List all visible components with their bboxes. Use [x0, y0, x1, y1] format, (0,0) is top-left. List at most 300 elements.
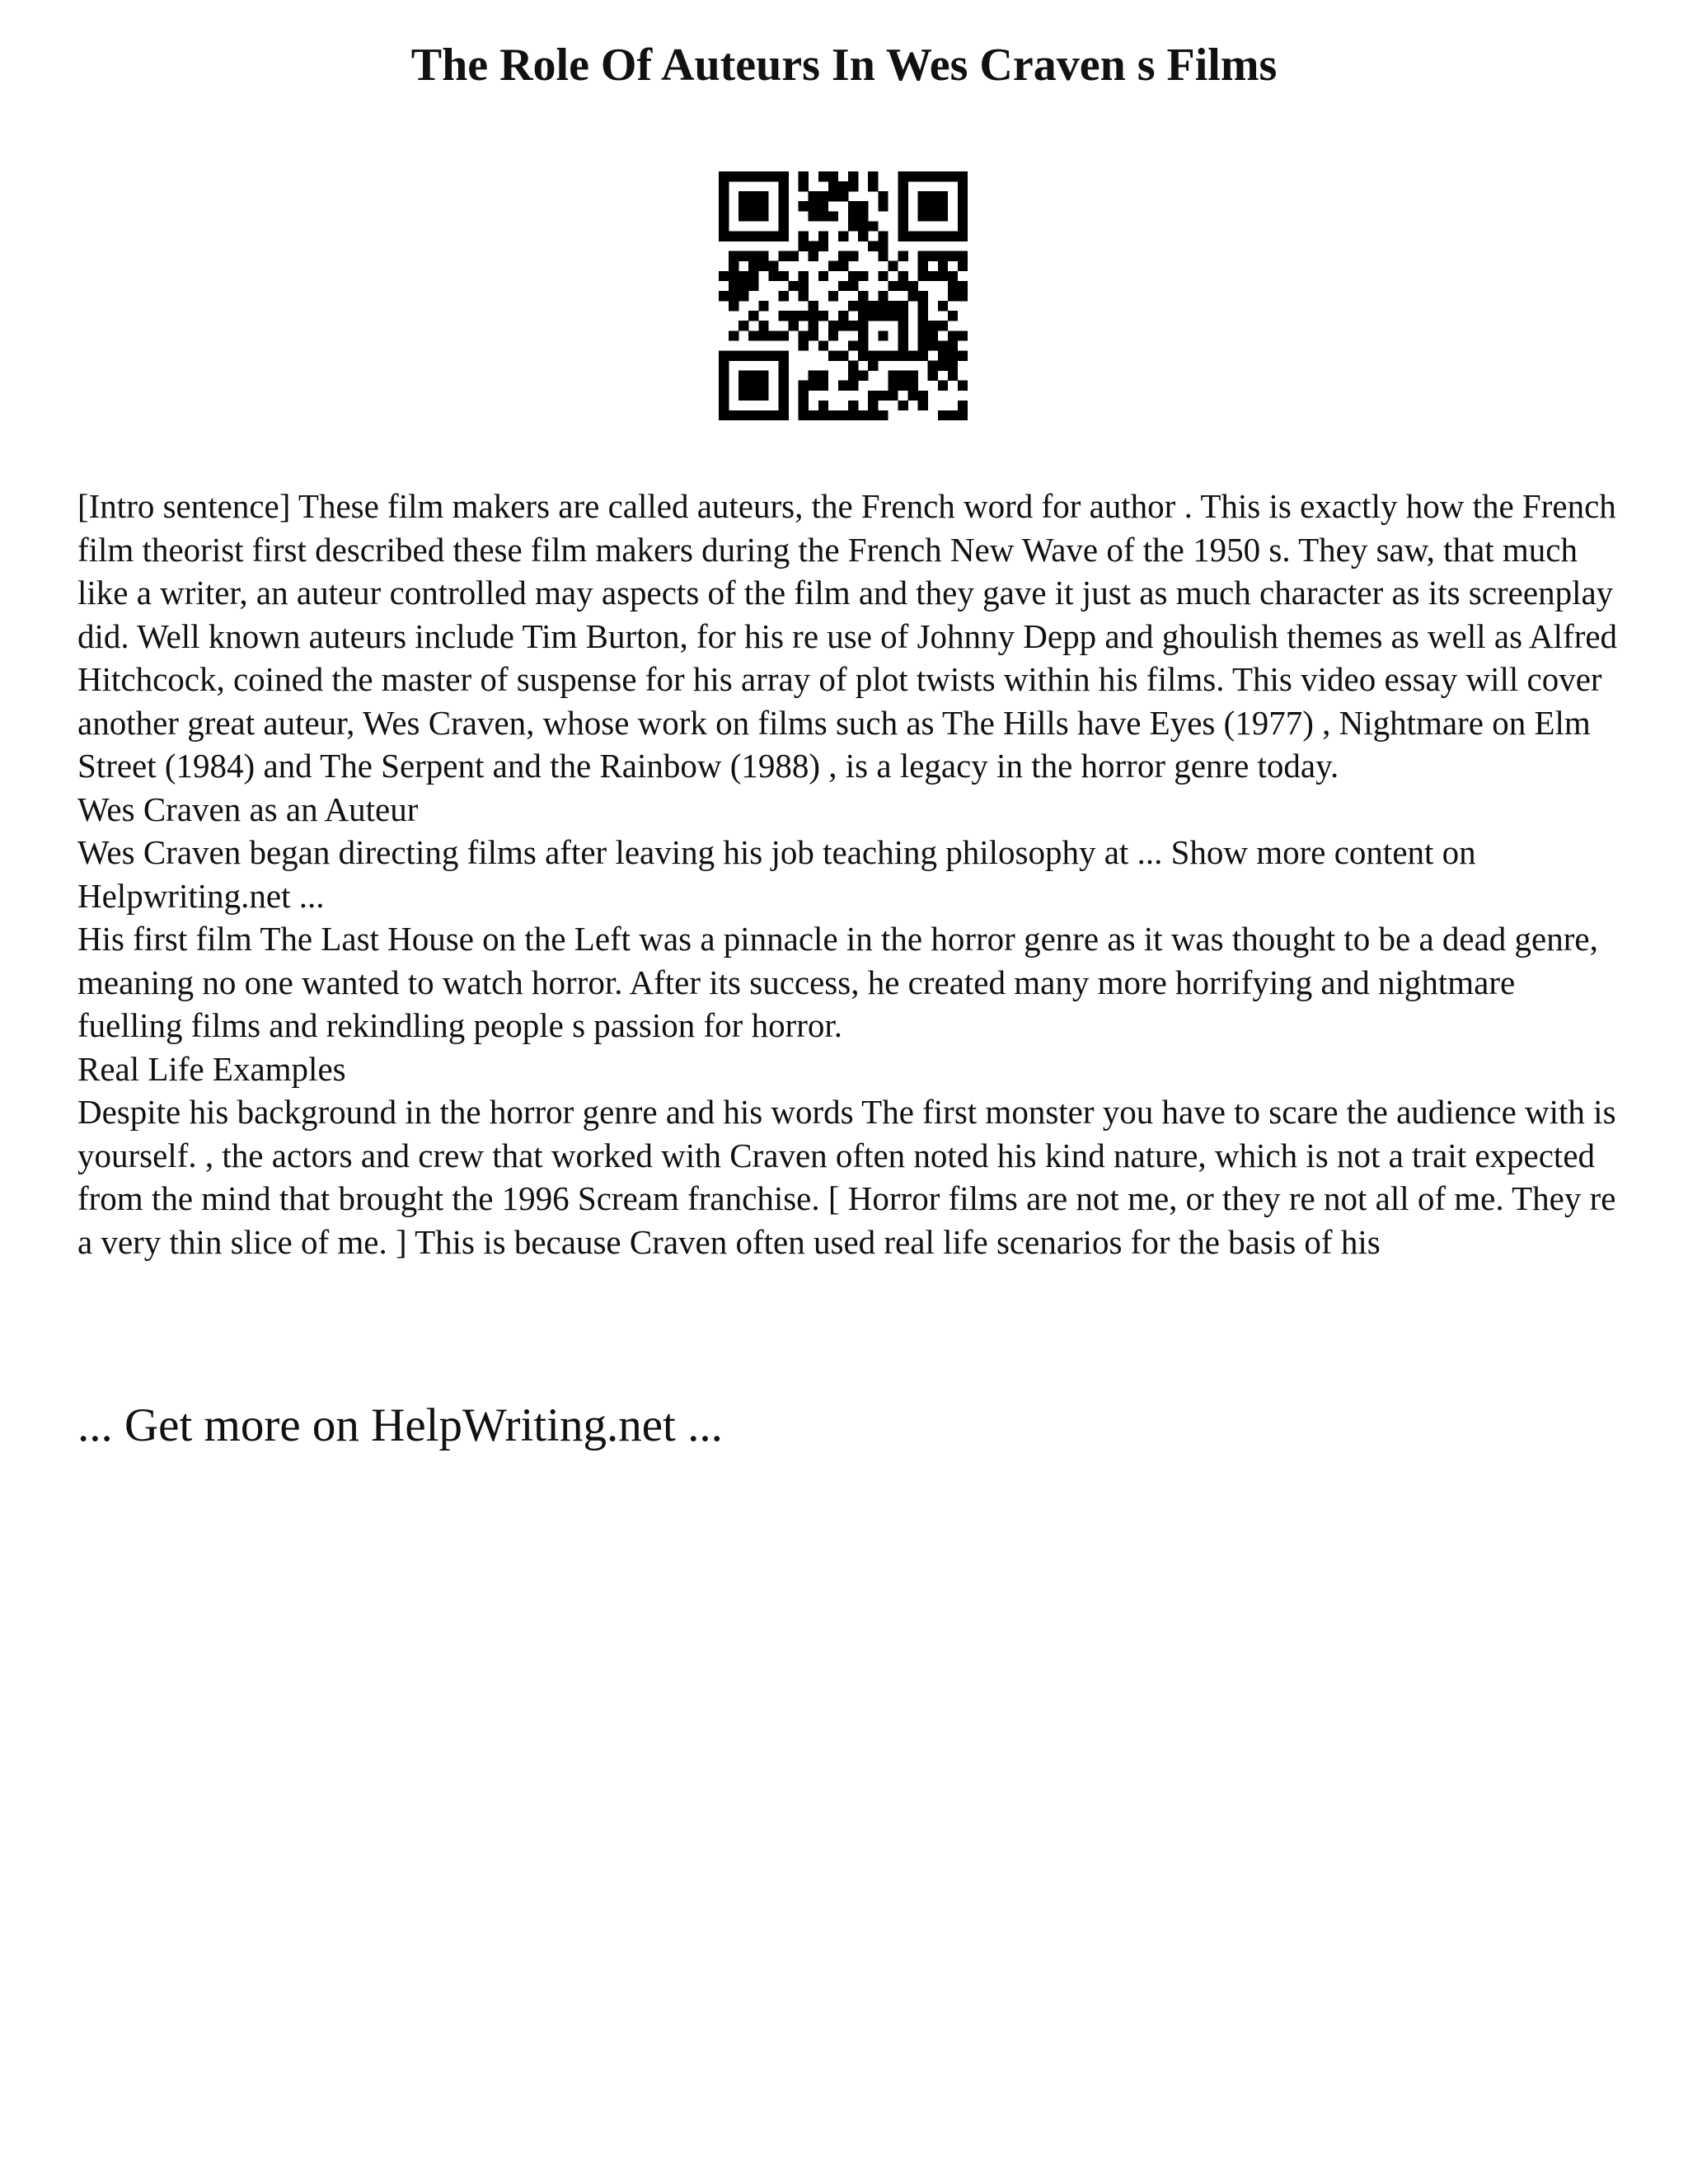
- qr-module: [878, 241, 888, 251]
- qr-module: [818, 171, 828, 181]
- qr-module: [778, 410, 788, 420]
- qr-module: [898, 371, 907, 381]
- qr-module: [938, 321, 948, 330]
- qr-module: [868, 410, 878, 420]
- qr-module: [948, 311, 958, 321]
- qr-module: [799, 171, 809, 181]
- qr-module: [938, 191, 948, 201]
- qr-module: [908, 291, 918, 301]
- qr-module: [778, 271, 788, 281]
- qr-module: [738, 251, 748, 261]
- qr-module: [838, 381, 848, 391]
- qr-module: [858, 371, 868, 381]
- qr-module: [858, 221, 868, 231]
- qr-module: [908, 371, 918, 381]
- qr-module: [958, 191, 968, 201]
- qr-module: [818, 371, 828, 381]
- qr-module: [878, 410, 888, 420]
- qr-module: [818, 211, 828, 221]
- qr-module: [758, 171, 768, 181]
- qr-module: [729, 261, 738, 271]
- qr-module: [848, 361, 858, 371]
- qr-module: [868, 311, 878, 321]
- qr-module: [809, 371, 818, 381]
- qr-module: [858, 350, 868, 360]
- qr-module: [918, 401, 928, 410]
- qr-module: [858, 201, 868, 211]
- qr-module: [778, 330, 788, 340]
- qr-module: [878, 391, 888, 401]
- qr-module: [818, 191, 828, 201]
- qr-module: [938, 271, 948, 281]
- qr-module: [719, 381, 729, 391]
- page-title: The Role Of Auteurs In Wes Craven s Films: [410, 40, 1278, 91]
- qr-module: [898, 321, 907, 330]
- qr-module: [898, 191, 907, 201]
- qr-module: [918, 321, 928, 330]
- qr-module: [758, 381, 768, 391]
- qr-module: [868, 350, 878, 360]
- qr-module: [809, 410, 818, 420]
- qr-module: [958, 401, 968, 410]
- qr-module: [748, 381, 758, 391]
- qr-module: [928, 321, 938, 330]
- qr-module: [748, 271, 758, 281]
- qr-module: [748, 281, 758, 291]
- qr-module: [778, 171, 788, 181]
- qr-module: [799, 271, 809, 281]
- qr-module: [738, 391, 748, 401]
- qr-module: [809, 251, 818, 261]
- qr-module: [809, 381, 818, 391]
- qr-module: [928, 330, 938, 340]
- qr-module: [809, 211, 818, 221]
- qr-module: [918, 211, 928, 221]
- qr-module: [719, 291, 729, 301]
- qr-module: [818, 271, 828, 281]
- qr-module: [729, 410, 738, 420]
- qr-module: [758, 391, 768, 401]
- qr-module: [898, 251, 907, 261]
- qr-module: [799, 391, 809, 401]
- qr-module: [799, 181, 809, 191]
- qr-module: [748, 350, 758, 360]
- qr-module: [948, 251, 958, 261]
- qr-module: [958, 181, 968, 191]
- qr-module: [868, 361, 878, 371]
- qr-module: [719, 171, 729, 181]
- qr-module: [758, 330, 768, 340]
- qr-module: [948, 350, 958, 360]
- qr-module: [719, 191, 729, 201]
- qr-module: [719, 231, 729, 241]
- qr-module: [948, 361, 958, 371]
- qr-module: [729, 231, 738, 241]
- qr-module: [738, 281, 748, 291]
- qr-module: [768, 410, 778, 420]
- qr-module: [719, 371, 729, 381]
- qr-module: [738, 410, 748, 420]
- qr-module: [908, 281, 918, 291]
- qr-module: [888, 371, 898, 381]
- qr-module: [858, 211, 868, 221]
- qr-module: [898, 301, 907, 311]
- body-text: [77, 485, 1627, 1263]
- qr-module: [748, 251, 758, 261]
- qr-module: [768, 330, 778, 340]
- qr-module: [719, 410, 729, 420]
- qr-module: [818, 231, 828, 241]
- qr-module: [908, 231, 918, 241]
- qr-module: [878, 291, 888, 301]
- qr-module: [799, 231, 809, 241]
- qr-module: [758, 231, 768, 241]
- qr-module: [878, 251, 888, 261]
- qr-module: [778, 181, 788, 191]
- qr-module: [729, 271, 738, 281]
- qr-module: [898, 401, 907, 410]
- qr-module: [778, 311, 788, 321]
- qr-module: [908, 391, 918, 401]
- qr-module: [958, 221, 968, 231]
- qr-module: [928, 340, 938, 350]
- qr-module: [958, 350, 968, 360]
- qr-module: [928, 171, 938, 181]
- qr-module: [719, 271, 729, 281]
- qr-module: [838, 321, 848, 330]
- qr-module: [928, 231, 938, 241]
- qr-module: [848, 211, 858, 221]
- qr-module: [738, 231, 748, 241]
- qr-module: [848, 381, 858, 391]
- qr-module: [738, 350, 748, 360]
- qr-module: [809, 311, 818, 321]
- qr-module: [958, 381, 968, 391]
- qr-module: [789, 251, 799, 261]
- qr-module: [948, 281, 958, 291]
- qr-module: [928, 371, 938, 381]
- qr-module: [719, 211, 729, 221]
- qr-module: [928, 201, 938, 211]
- qr-module: [908, 171, 918, 181]
- qr-module: [778, 381, 788, 391]
- qr-module: [918, 171, 928, 181]
- qr-module: [898, 171, 907, 181]
- qr-module: [878, 201, 888, 211]
- qr-module: [858, 231, 868, 241]
- qr-module: [938, 301, 948, 311]
- qr-module: [858, 301, 868, 311]
- qr-module: [758, 201, 768, 211]
- qr-module: [729, 171, 738, 181]
- qr-module: [828, 410, 838, 420]
- qr-module: [799, 241, 809, 251]
- qr-module: [748, 330, 758, 340]
- qr-module: [848, 410, 858, 420]
- qr-module: [918, 271, 928, 281]
- qr-module: [778, 201, 788, 211]
- qr-module: [948, 291, 958, 301]
- qr-module: [868, 181, 878, 191]
- qr-module: [818, 410, 828, 420]
- qr-module: [908, 381, 918, 391]
- qr-module: [729, 291, 738, 301]
- qr-module: [958, 211, 968, 221]
- qr-module: [848, 371, 858, 381]
- qr-module: [828, 211, 838, 221]
- qr-module: [868, 171, 878, 181]
- qr-module: [958, 410, 968, 420]
- qr-module: [848, 171, 858, 181]
- qr-module: [778, 391, 788, 401]
- qr-module: [898, 231, 907, 241]
- qr-module: [758, 191, 768, 201]
- qr-module: [799, 410, 809, 420]
- qr-module: [898, 350, 907, 360]
- qr-module: [898, 311, 907, 321]
- qr-module: [838, 261, 848, 271]
- qr-module: [938, 361, 948, 371]
- qr-module: [778, 211, 788, 221]
- qr-module: [738, 271, 748, 281]
- qr-module: [748, 261, 758, 271]
- qr-module: [768, 261, 778, 271]
- qr-module: [818, 241, 828, 251]
- intro-paragraph: [Intro sentence] These film makers are called auteurs, the French word for author . This is exactly how the French film theorist first described these film makers during the French New Wave of the 1950 s. They saw, that much like a writer, an auteur controlled may aspects of the film and they gave it just as much character as its screenplay did. Well known auteurs include Tim Burton, for his re use of Johnny Depp and ghoulish themes as well as Alfred Hitchcock, coined the master of suspense for his array of plot twists within his films. This video essay will cover another great auteur, Wes Craven, whose work on films such as The Hills have Eyes (1977) , Nightmare on Elm Street (1984) and The Serpent and the Rainbow (1988) , is a legacy in the horror genre today.: [77, 487, 1618, 785]
- qr-module: [878, 330, 888, 340]
- qr-module: [868, 221, 878, 231]
- qr-module: [778, 231, 788, 241]
- qr-module: [958, 231, 968, 241]
- qr-module: [848, 201, 858, 211]
- qr-module: [898, 201, 907, 211]
- qr-module: [938, 251, 948, 261]
- qr-module: [918, 350, 928, 360]
- qr-module: [809, 301, 818, 311]
- qr-module: [938, 171, 948, 181]
- qr-module: [809, 330, 818, 340]
- qr-module: [768, 171, 778, 181]
- qr-module: [928, 251, 938, 261]
- qr-module: [948, 171, 958, 181]
- qr-module: [958, 330, 968, 340]
- qr-module: [809, 241, 818, 251]
- qr-module: [729, 251, 738, 261]
- get-more-link[interactable]: ... Get more on HelpWriting.net ...: [77, 1399, 723, 1451]
- qr-module: [928, 361, 938, 371]
- qr-module: [908, 350, 918, 360]
- qr-module: [878, 271, 888, 281]
- qr-module: [799, 311, 809, 321]
- qr-module: [809, 321, 818, 330]
- qr-module: [748, 191, 758, 201]
- qr-module: [818, 340, 828, 350]
- qr-module: [799, 381, 809, 391]
- qr-module: [809, 201, 818, 211]
- qr-module: [958, 251, 968, 261]
- qr-module: [778, 371, 788, 381]
- paragraph-real-life: Despite his background in the horror genre and his words The first monster you have to scare the audience with is yourself. , the actors and crew that worked with Craven often noted his kind nature, which is not a trait expected from the mind that brought the 1996 Scream franchise. [ Horror films are not me, or they re not all of me. They re a very thin slice of me. ] This is because Craven often used real life scenarios for the basis of his: [77, 1093, 1616, 1261]
- qr-module: [888, 391, 898, 401]
- qr-module: [948, 330, 958, 340]
- qr-module: [918, 311, 928, 321]
- qr-module: [858, 340, 868, 350]
- qr-module: [898, 271, 907, 281]
- qr-module: [838, 231, 848, 241]
- qr-module: [858, 311, 868, 321]
- qr-module: [778, 191, 788, 201]
- qr-module: [938, 231, 948, 241]
- qr-module: [748, 211, 758, 221]
- qr-module: [938, 410, 948, 420]
- qr-module: [888, 261, 898, 271]
- qr-module: [918, 330, 928, 340]
- qr-module: [868, 401, 878, 410]
- qr-module: [948, 231, 958, 241]
- qr-module: [898, 381, 907, 391]
- qr-module: [748, 410, 758, 420]
- qr-module: [799, 281, 809, 291]
- qr-module: [758, 301, 768, 311]
- qr-module: [898, 330, 907, 340]
- qr-module: [918, 201, 928, 211]
- qr-module: [789, 311, 799, 321]
- qr-module: [828, 321, 838, 330]
- qr-module: [888, 301, 898, 311]
- qr-module: [898, 181, 907, 191]
- qr-module: [858, 330, 868, 340]
- qr-module: [918, 261, 928, 271]
- qr-module: [738, 381, 748, 391]
- qr-module: [758, 321, 768, 330]
- qr-module: [918, 301, 928, 311]
- qr-module: [758, 261, 768, 271]
- qr-module: [848, 271, 858, 281]
- qr-module: [948, 410, 958, 420]
- qr-module: [778, 361, 788, 371]
- qr-module: [878, 301, 888, 311]
- qr-module: [828, 191, 838, 201]
- qr-module: [938, 350, 948, 360]
- qr-module: [838, 181, 848, 191]
- qr-module: [858, 321, 868, 330]
- qr-module: [928, 271, 938, 281]
- qr-module: [918, 251, 928, 261]
- paragraph-career-start: Wes Craven began directing films after leaving his job teaching philosophy at ... Show more content on Helpwriting.net ...: [77, 833, 1476, 915]
- qr-module: [778, 350, 788, 360]
- qr-module: [828, 181, 838, 191]
- qr-module: [918, 291, 928, 301]
- qr-module: [738, 321, 748, 330]
- qr-module: [938, 381, 948, 391]
- qr-module: [778, 251, 788, 261]
- qr-module: [729, 330, 738, 340]
- qr-module: [928, 191, 938, 201]
- qr-module: [719, 391, 729, 401]
- qr-module: [778, 291, 788, 301]
- qr-module: [918, 391, 928, 401]
- qr-module: [858, 271, 868, 281]
- qr-module: [818, 311, 828, 321]
- qr-module: [818, 381, 828, 391]
- qr-module: [958, 261, 968, 271]
- qr-module: [918, 340, 928, 350]
- qr-module: [838, 410, 848, 420]
- qr-module: [789, 321, 799, 330]
- qr-module: [719, 401, 729, 410]
- qr-module: [848, 321, 858, 330]
- qr-module: [938, 201, 948, 211]
- qr-module: [848, 401, 858, 410]
- qr-module: [858, 410, 868, 420]
- qr-module: [958, 281, 968, 291]
- qr-module: [799, 201, 809, 211]
- qr-module: [838, 350, 848, 360]
- qr-module: [898, 340, 907, 350]
- qr-module: [918, 231, 928, 241]
- qr-module: [818, 201, 828, 211]
- qr-module: [838, 251, 848, 261]
- qr-module: [729, 301, 738, 311]
- qr-module: [778, 401, 788, 410]
- qr-module: [719, 181, 729, 191]
- qr-module: [758, 410, 768, 420]
- qr-module: [748, 391, 758, 401]
- qr-module: [958, 291, 968, 301]
- qr-module: [918, 191, 928, 201]
- qr-module: [878, 191, 888, 201]
- qr-module: [738, 291, 748, 301]
- qr-module: [938, 211, 948, 221]
- qr-module: [928, 211, 938, 221]
- qr-module: [799, 330, 809, 340]
- qr-module: [748, 201, 758, 211]
- qr-module: [828, 291, 838, 301]
- qr-module: [758, 371, 768, 381]
- qr-module: [818, 401, 828, 410]
- qr-module: [768, 271, 778, 281]
- paragraph-first-film: His first film The Last House on the Left was a pinnacle in the horror genre as it was thought to be a dead genre, meaning no one wanted to watch horror. After its success, he created many more horrifying and nightmare fuelling films and rekindling people s passion for horror.: [77, 920, 1598, 1044]
- qr-module: [748, 311, 758, 321]
- qr-module: [799, 340, 809, 350]
- qr-module: [828, 350, 838, 360]
- qr-module: [958, 201, 968, 211]
- qr-module: [948, 371, 958, 381]
- section-heading-real-life: Real Life Examples: [77, 1049, 346, 1088]
- qr-module: [758, 251, 768, 261]
- qr-module: [898, 221, 907, 231]
- qr-module: [828, 171, 838, 181]
- qr-module: [789, 281, 799, 291]
- qr-module: [738, 371, 748, 381]
- qr-code-icon: [719, 171, 968, 420]
- qr-module: [738, 171, 748, 181]
- qr-module: [729, 281, 738, 291]
- qr-module: [748, 371, 758, 381]
- qr-module: [738, 201, 748, 211]
- qr-module: [948, 340, 958, 350]
- qr-module: [938, 261, 948, 271]
- qr-module: [848, 340, 858, 350]
- qr-module: [748, 231, 758, 241]
- qr-module: [848, 281, 858, 291]
- qr-module: [838, 311, 848, 321]
- qr-module: [868, 301, 878, 311]
- qr-module: [888, 281, 898, 291]
- qr-module: [838, 191, 848, 201]
- qr-module: [848, 251, 858, 261]
- qr-module: [828, 261, 838, 271]
